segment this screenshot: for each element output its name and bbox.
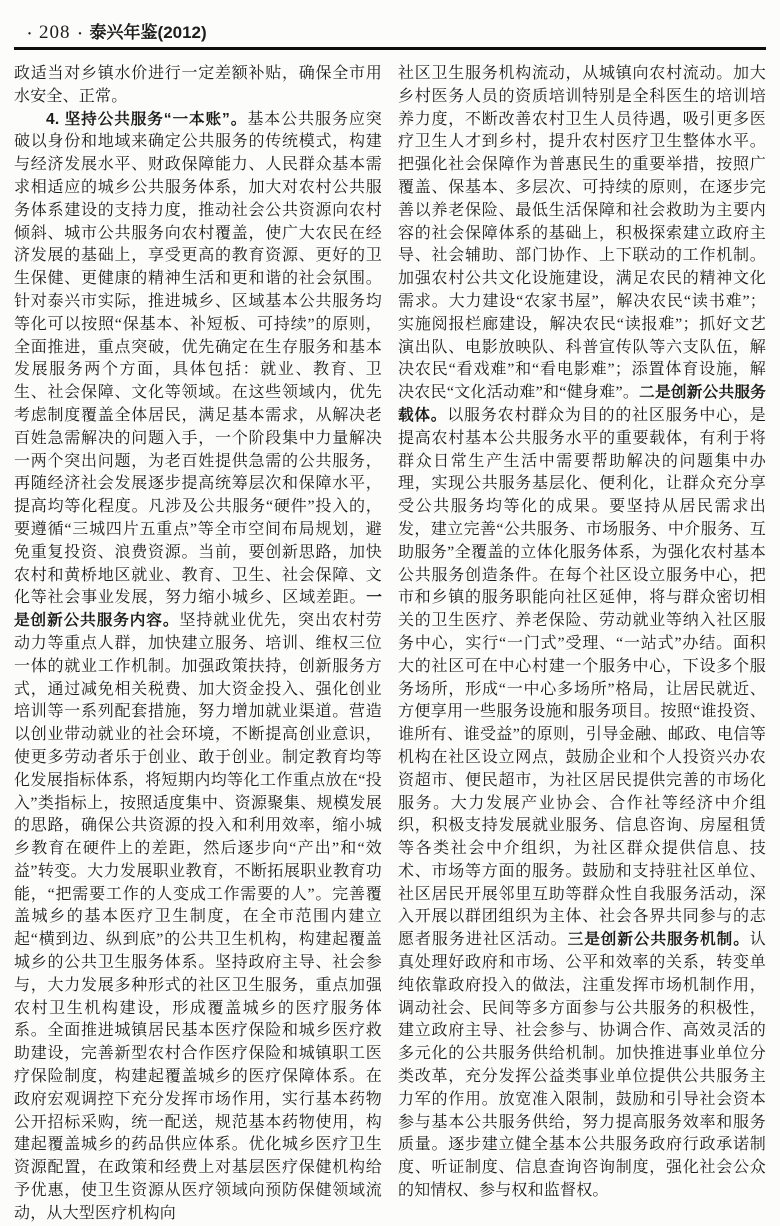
text-run: 基本公共服务应突破以身份和地域来确定公共服务的传统模式，构建与经济发展水平、财政保障能力、人民群众基本需求相适应的城乡公共服务体系，加大对农村公共服务体系建设的支持力度，推动社会公共资源向农村倾斜、城市公共服务向农村覆盖，使广大农民在经济发展的基础上，享受更高的教育资源、更好的卫生保健、更健康的精神生活和更和谐的社会氛围。针对泰兴市实际，推进城乡、区域基本公共服务均等化可以按照“保基本、补短板、可持续”的原则，全面推进，重点突破，优先确定在生存服务和基本发展服务两个方面，具体包括：就业、教育、卫生、社会保障、文化等领域。在这些领域内，优先考虑制度覆盖全体居民，满足基本需求，从解决老百姓急需解决的问题入手，一个阶段集中力量解决一两个突出问题，为老百姓提供急需的公共服务，再随经济社会发展逐步提高统筹层次和保障水平，提高均等化程度。凡涉及公共服务“硬件”投入的，要遵循“三城四片五重点”等全市空间布局规划，避免重复投资、浪费资源。当前，要创新思路，加快农村和黄桥地区就业、教育、卫生、社会保障、文化等社会事业发展，努力缩小城乡、区域差距。 <box>14 110 382 607</box>
page-title: 泰兴年鉴(2012) <box>89 23 207 42</box>
header-dot-right: · <box>77 26 83 42</box>
text-run: 坚持就业优先，突出农村劳动力等重点人群，加快建立服务、培训、维权三位一体的就业工作机制。加强政策扶持，创新服务方式，通过减免相关税费、加大资金投入、强化创业培训等一系列配套措施，努力增加就业渠道。营造以创业带动就业的社会环境，不断提高创业意识，使更多劳动者乐于创业、敢于创业。制定教育均等化发展指标体系，将短期内均等化工作重点放在“投入”类指标上，按照适度集中、资源聚集、规模发展的思路，确保公共资源的投入和利用效率，缩小城乡教育在硬件上的差距，然后逐步向“产出”和“效益”转变。大力发展职业教育，不断拓展职业教育功能，“把需要工作的人变成工作需要的人”。完善覆盖城乡的基本医疗卫生制度，在全市范围内建立起“横到边、纵到底”的公共卫生机构，构建起覆盖城乡的公共卫生服务体系。坚持政府主导、社会参与，大力发展多种形式的社区卫生服务，重点加强农村卫生机构建设，形成覆盖城乡的医疗服务体系。全面推进城镇居民基本医疗保险和城乡医疗救助建设，完善新型农村合作医疗保险和城镇职工医疗保险制度，构建起覆盖城乡的医疗保障体系。在政府宏观调控下充分发挥市场作用，实行基本药物公开招标采购，统一配送，规范基本药物使用，构建起覆盖城乡的药品供应体系。优化城乡医疗卫生资源配置，在政策和经费上对基层医疗保健机构给予优惠，使卫生资源从医疗领域向预防保健领域流动，从大型医疗机构向 <box>14 612 382 1222</box>
header-dot-left: · <box>27 26 33 42</box>
header-rule <box>14 47 766 50</box>
text-run: 认真处理好政府和市场、公平和效率的关系，转变单纯依靠政府投入的做法，注重发挥市场机制作用，调动社会、民间等多方面参与公共服务的积极性，建立政府主导、社会参与、协调合作、高效灵活的多元化的公共服务供给机制。加快推进事业单位分类改革，充分发挥公益类事业单位提供公共服务主力军的作用。放宽准入限制，鼓励和引导社会资本参与基本公共服务供给，努力提高服务效率和服务质量。逐步建立健全基本公共服务政府行政承诺制度、听证制度、信息查询咨询制度，强化社会公众的知情权、参与权和监督权。 <box>398 931 766 1200</box>
bold-lead-in: 二是创新公共服务载体。 <box>398 384 766 424</box>
text-run: 政适当对乡镇水价进行一定差额补贴，确保全市用水安全、正常。 <box>14 65 382 105</box>
page-number: 208 <box>39 22 71 43</box>
text-column-right <box>398 63 766 1226</box>
bold-lead-in: 一是创新公共服务内容。 <box>14 589 382 630</box>
paragraph <box>14 63 382 109</box>
paragraph <box>398 63 766 1203</box>
text-run: 社区卫生服务机构流动，从城镇向农村流动。加大乡村医务人员的资质培训特别是全科医生的培训培养力度，不断改善农村卫生人员待遇，吸引更多医疗卫生人才到乡村，提升农村医疗卫生整体水平。把强化社会保障作为普惠民生的重要举措，按照广覆盖、保基本、多层次、可持续的原则，在逐步完善以养老保险、最低生活保障和社会救助为主要内容的社会保障体系的基础上，积极探索建立政府主导、社会辅助、部门协作、上下联动的工作机制。加强农村公共文化设施建设，满足农民的精神文化需求。大力建设“农家书屋”，解决农民“读书难”；实施阅报栏廊建设，解决农民“读报难”；抓好文艺演出队、电影放映队、科普宣传队等六支队伍，解决农民“看戏难”和“看电影难”；添置体育设施，解决农民“文化活动难”和“健身难”。 <box>398 65 766 402</box>
paragraph <box>14 109 382 1226</box>
bold-lead-in: 三是创新公共服务机制。 <box>567 931 750 949</box>
bold-lead-in: 4. 坚持公共服务“一本账”。 <box>46 110 248 128</box>
text-run: 以服务农村群众为目的的社区服务中心，是提高农村基本公共服务水平的重要载体，有利于将群众日常生产生活中需要帮助解决的问题集中办理，实现公共服务基层化、便利化，让群众充分享受公共服务均等化的成果。要坚持从居民需求出发，建立完善“公共服务、市场服务、中介服务、互助服务”全覆盖的立体化服务体系，为强化农村基本公共服务创造条件。在每个社区设立服务中心，把市和乡镇的服务职能向社区延伸，将与群众密切相关的卫生医疗、养老保险、劳动就业等纳入社区服务中心，实行“一门式”受理、“一站式”办结。面积大的社区可在中心村建一个服务中心，下设多个服务场所，形成“一中心多场所”格局，让居民就近、方便享用一些服务设施和服务项目。按照“谁投资、谁所有、谁受益”的原则，引导金融、邮政、电信等机构在社区设立网点，鼓励企业和个人投资兴办农资超市、便民超市，为社区居民提供完善的市场化服务。大力发展产业协会、合作社等经济中介组织，积极支持发展就业服务、信息咨询、房屋租赁等各类社会中介组织，为社区群众提供信息、技术、市场等方面的服务。鼓励和支持驻社区单位、社区居民开展邻里互助等群众性自我服务活动，深入开展以群团组织为主体、社会各界共同参与的志愿者服务进社区活动。 <box>398 406 766 949</box>
page-header <box>14 18 766 42</box>
text-column-left <box>14 63 382 1226</box>
two-column-text <box>14 63 766 1226</box>
